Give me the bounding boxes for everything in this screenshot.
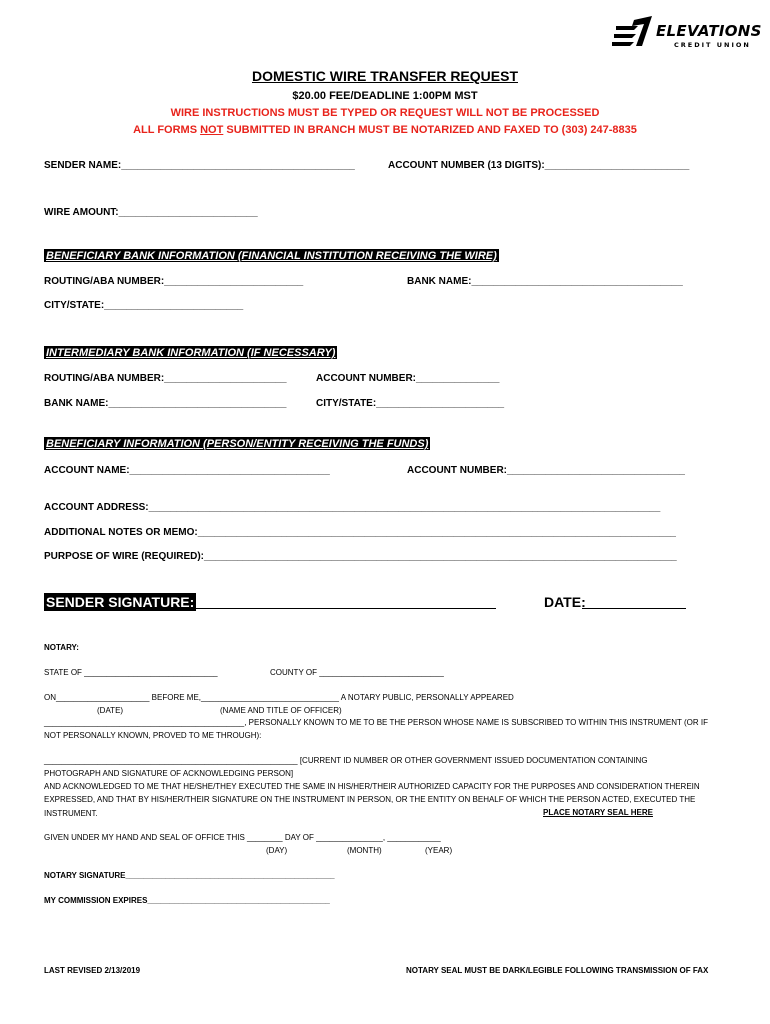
- intermediary-bank-heading: INTERMEDIARY BANK INFORMATION (IF NECESSARY): [46, 347, 336, 359]
- id-line-1[interactable]: _________________________________________________________ [CURRENT ID NUMBER OR OTHER GOVERNMENT ISSUED DOCUMENTATION CONTAINING: [44, 756, 648, 765]
- sender-signature-label: SENDER SIGNATURE:: [46, 594, 195, 610]
- ack-line-1: AND ACKNOWLEDGED TO ME THAT HE/SHE/THEY EXECUTED THE SAME IN HIS/HER/THEIR AUTHORIZED CAPACITY FOR THE PURPOSES AND CONSIDERATION THEREIN: [44, 782, 700, 791]
- form-title: DOMESTIC WIRE TRANSFER REQUEST: [251, 68, 518, 84]
- ack-line-2: EXPRESSED, AND THAT BY HIS/HER/THEIR SIGNATURE ON THE INSTRUMENT IN PERSON, OR THE ENTITY ON BEHALF OF WHICH THE PERSON ACTED, EXECUTED THE: [44, 795, 696, 804]
- ack-line-3: INSTRUMENT.: [44, 809, 98, 818]
- intermediary-bank-name-field[interactable]: BANK NAME:________________________________: [44, 398, 287, 409]
- typed-warning: WIRE INSTRUCTIONS MUST BE TYPED OR REQUEST WILL NOT BE PROCESSED: [170, 107, 600, 119]
- notarize-warning-post: SUBMITTED IN BRANCH MUST BE NOTARIZED AND FAXED TO (303) 247-8835: [223, 124, 637, 136]
- notarize-warning-pre: ALL FORMS: [133, 124, 201, 136]
- id-line-2: PHOTOGRAPH AND SIGNATURE OF ACKNOWLEDGING PERSON]: [44, 769, 294, 778]
- commission-expires-field[interactable]: MY COMMISSION EXPIRES_________________________________________: [44, 896, 330, 905]
- seal-note: NOTARY SEAL MUST BE DARK/LEGIBLE FOLLOWING TRANSMISSION OF FAX: [406, 966, 709, 975]
- year-caption: (YEAR): [425, 846, 453, 855]
- known-line-1[interactable]: _____________________________________________, PERSONALLY KNOWN TO ME TO BE THE PERSON WHOSE NAME IS SUBSCRIBED TO WITHIN THIS INSTRUMENT (OR IF: [44, 718, 708, 727]
- logo-subtitle: CREDIT UNION: [674, 41, 751, 49]
- beneficiary-account-name-field[interactable]: ACCOUNT NAME:____________________________________: [44, 465, 330, 476]
- logo: [612, 14, 762, 54]
- notarize-warning: [0, 124, 770, 136]
- wire-amount-field[interactable]: WIRE AMOUNT:_________________________: [44, 207, 258, 218]
- sender-name-field[interactable]: SENDER NAME:__________________________________________: [44, 160, 355, 171]
- known-line-2: NOT PERSONALLY KNOWN, PROVED TO ME THROUGH):: [44, 731, 262, 740]
- logo-name: ELEVATIONS: [656, 22, 762, 40]
- intermediary-city-state-field[interactable]: CITY/STATE:_______________________: [316, 398, 505, 409]
- sender-account-number-field[interactable]: ACCOUNT NUMBER (13 DIGITS):__________________________: [388, 160, 690, 171]
- date-line[interactable]: [582, 594, 686, 609]
- date-label: DATE:: [544, 594, 586, 610]
- given-under-line[interactable]: GIVEN UNDER MY HAND AND SEAL OF OFFICE THIS ________ DAY OF _______________, ____________: [44, 833, 441, 842]
- notes-memo-field[interactable]: ADDITIONAL NOTES OR MEMO:______________________________________________________________________________________: [44, 527, 676, 538]
- beneficiary-bank-heading: BENEFICIARY BANK INFORMATION (FINANCIAL INSTITUTION RECEIVING THE WIRE): [46, 250, 497, 262]
- notary-heading: NOTARY:: [44, 643, 79, 652]
- notary-signature-field[interactable]: NOTARY SIGNATURE_______________________________________________: [44, 871, 335, 880]
- notary-state-field[interactable]: STATE OF ______________________________: [44, 668, 218, 677]
- officer-caption: (NAME AND TITLE OF OFFICER): [220, 706, 342, 715]
- last-revised: LAST REVISED 2/13/2019: [44, 966, 141, 975]
- intermediary-account-field[interactable]: ACCOUNT NUMBER:_______________: [316, 373, 500, 384]
- elevations-logo-icon: [612, 16, 654, 50]
- beneficiary-bank-name-field[interactable]: BANK NAME:______________________________________: [407, 276, 683, 287]
- purpose-of-wire-field[interactable]: PURPOSE OF WIRE (REQUIRED):_____________________________________________________________________________________: [44, 551, 677, 562]
- fee-line: $20.00 FEE/DEADLINE 1:00PM MST: [292, 90, 478, 102]
- account-address-field[interactable]: ACCOUNT ADDRESS:____________________________________________________________________________________________: [44, 502, 661, 513]
- month-caption: (MONTH): [347, 846, 382, 855]
- beneficiary-routing-field[interactable]: ROUTING/ABA NUMBER:_________________________: [44, 276, 304, 287]
- notary-on-line[interactable]: ON_____________________ BEFORE ME,_______________________________ A NOTARY PUBLIC, PERSONALLY APPEARED: [44, 693, 514, 702]
- place-notary-seal: PLACE NOTARY SEAL HERE: [543, 808, 653, 817]
- beneficiary-heading: BENEFICIARY INFORMATION (PERSON/ENTITY RECEIVING THE FUNDS): [46, 438, 429, 450]
- notarize-warning-not: NOT: [200, 124, 224, 136]
- sender-signature-line[interactable]: [180, 594, 496, 609]
- beneficiary-account-number-field[interactable]: ACCOUNT NUMBER:________________________________: [407, 465, 685, 476]
- intermediary-routing-field[interactable]: ROUTING/ABA NUMBER:______________________: [44, 373, 287, 384]
- beneficiary-city-state-field[interactable]: CITY/STATE:_________________________: [44, 300, 244, 311]
- day-caption: (DAY): [266, 846, 288, 855]
- date-caption: (DATE): [97, 706, 124, 715]
- notary-county-field[interactable]: COUNTY OF ____________________________: [270, 668, 444, 677]
